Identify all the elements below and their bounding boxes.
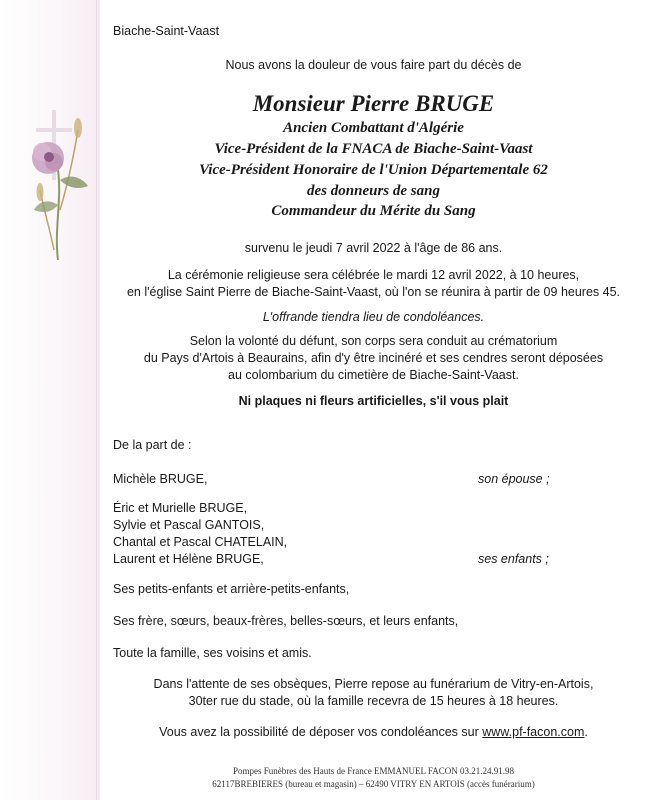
offering-line: L'offrande tiendra lieu de condoléances. <box>262 310 485 324</box>
cremation-line-3: au colombarium du cimetière de Biache-Saint-Vaast. <box>228 368 519 382</box>
child-3: Chantal et Pascal CHATELAIN, <box>113 535 288 549</box>
footer-line-1: Pompes Funèbres des Hauts de France EMMANUEL FACON 03.21.24.91.98 <box>233 766 514 776</box>
cremation-line-2: du Pays d'Artois à Beaurains, afin d'y être incinéré et ses cendres seront déposées <box>143 351 604 365</box>
condolences-line <box>100 725 647 739</box>
grandchildren-line: Ses petits-enfants et arrière-petits-enfants, <box>113 582 350 596</box>
death-line: survenu le jeudi 7 avril 2022 à l'âge de 86 ans. <box>244 241 503 255</box>
deceased-title-4: des donneurs de sang <box>307 183 440 199</box>
child-2: Sylvie et Pascal GANTOIS, <box>113 518 265 532</box>
funeral-home-line-1: Dans l'attente de ses obsèques, Pierre repose au funérarium de Vitry-en-Artois, <box>153 677 594 691</box>
deceased-title-2: Vice-Président de la FNACA de Biache-Saint-Vaast <box>214 141 533 157</box>
deceased-title-1: Ancien Combattant d'Algérie <box>283 120 464 136</box>
no-flowers-notice: Ni plaques ni fleurs artificielles, s'il vous plait <box>238 394 509 408</box>
deceased-title-5: Commandeur du Mérite du Sang <box>271 203 476 219</box>
cross-and-rose-icon <box>18 110 98 260</box>
deceased-name: Monsieur Pierre BRUGE <box>252 91 495 116</box>
intro-line: Nous avons la douleur de vous faire part du décès de <box>225 58 522 72</box>
child-4: Laurent et Hélène BRUGE, <box>113 552 264 566</box>
condolences-suffix: . <box>584 725 588 739</box>
child-1: Éric et Murielle BRUGE, <box>113 501 248 515</box>
others-line: Toute la famille, ses voisins et amis. <box>113 646 312 660</box>
ceremony-line-2: en l'église Saint Pierre de Biache-Saint-Vaast, où l'on se réunira à partir de 09 heures 45. <box>126 285 621 299</box>
siblings-line: Ses frère, sœurs, beaux-frères, belles-sœurs, et leurs enfants, <box>113 614 459 628</box>
deceased-title-3: Vice-Président Honoraire de l'Union Départementale 62 <box>199 162 548 178</box>
condolences-text: Vous avez la possibilité de déposer vos condoléances sur <box>159 725 483 739</box>
spouse-name: Michèle BRUGE, <box>113 472 208 486</box>
funeral-home-line-2: 30ter rue du stade, où la famille recevra de 15 heures à 18 heures. <box>188 694 559 708</box>
condolences-link[interactable]: www.pf-facon.com <box>482 725 585 739</box>
spouse-relation: son épouse ; <box>478 472 550 486</box>
cremation-line-1: Selon la volonté du défunt, son corps sera conduit au crématorium <box>189 334 558 348</box>
town-header: Biache-Saint-Vaast <box>113 24 220 38</box>
family-intro: De la part de : <box>113 438 192 452</box>
children-relation: ses enfants ; <box>478 552 549 566</box>
footer-line-2: 62117BREBIERES (bureau et magasin) – 62490 VITRY EN ARTOIS (accès funérarium) <box>212 779 535 789</box>
ceremony-line-1: La cérémonie religieuse sera célébrée le mardi 12 avril 2022, à 10 heures, <box>167 268 580 282</box>
